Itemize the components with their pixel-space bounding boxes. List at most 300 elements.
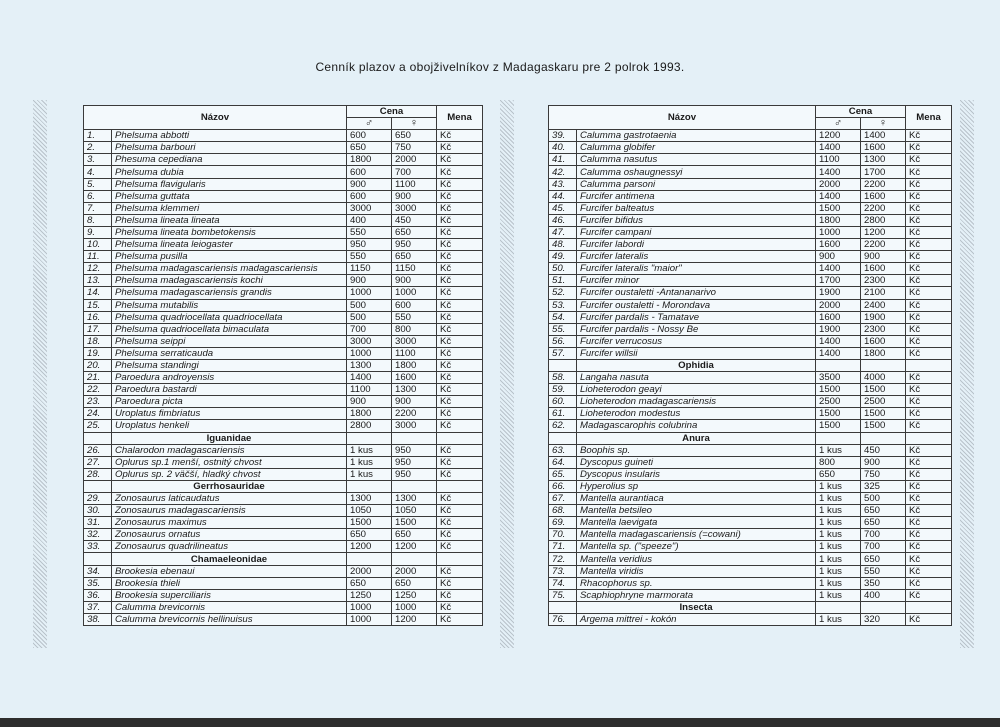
currency: Kč	[437, 384, 483, 396]
row-number: 46.	[549, 214, 577, 226]
currency: Kč	[437, 166, 483, 178]
currency: Kč	[906, 456, 952, 468]
price-female: 2200	[392, 408, 437, 420]
scan-edge	[0, 718, 1000, 727]
price-male: 3000	[347, 335, 392, 347]
price-female: 3000	[392, 420, 437, 432]
price-female: 1500	[861, 408, 906, 420]
section-heading: Insecta	[577, 601, 816, 613]
section-row	[549, 601, 952, 613]
currency: Kč	[906, 347, 952, 359]
price-male: 1150	[347, 263, 392, 275]
currency: Kč	[437, 468, 483, 480]
species-name: Chalarodon madagascariensis	[112, 444, 347, 456]
table-row	[84, 613, 483, 625]
currency: Kč	[906, 202, 952, 214]
price-male: 2000	[816, 299, 861, 311]
price-male: 1 kus	[816, 613, 861, 625]
price-male: 1 kus	[816, 517, 861, 529]
price-male: 1300	[347, 359, 392, 371]
section-empty-cell	[437, 480, 483, 492]
header-name: Názov	[549, 106, 816, 130]
table-row	[84, 226, 483, 238]
table-row	[549, 493, 952, 505]
species-name: Zonosaurus maximus	[112, 517, 347, 529]
price-male: 3500	[816, 372, 861, 384]
currency: Kč	[437, 517, 483, 529]
row-number: 63.	[549, 444, 577, 456]
table-row	[549, 202, 952, 214]
price-female: 950	[392, 468, 437, 480]
species-name: Furcifer labordi	[577, 239, 816, 251]
row-number: 11.	[84, 251, 112, 263]
species-name: Madagascarophis colubrina	[577, 420, 816, 432]
price-male: 1400	[816, 347, 861, 359]
table-row	[84, 142, 483, 154]
row-number: 59.	[549, 384, 577, 396]
row-number: 67.	[549, 493, 577, 505]
currency: Kč	[437, 154, 483, 166]
row-number: 76.	[549, 613, 577, 625]
currency: Kč	[437, 263, 483, 275]
section-heading: Iguanidae	[112, 432, 347, 444]
price-male: 900	[816, 251, 861, 263]
price-male: 550	[347, 251, 392, 263]
species-name: Furcifer pardalis - Nossy Be	[577, 323, 816, 335]
currency: Kč	[437, 589, 483, 601]
price-female: 900	[392, 275, 437, 287]
row-number: 55.	[549, 323, 577, 335]
price-male: 1800	[816, 214, 861, 226]
table-row	[84, 287, 483, 299]
table-row	[84, 493, 483, 505]
price-male: 1 kus	[816, 529, 861, 541]
section-row	[84, 432, 483, 444]
species-name: Phelsuma guttata	[112, 190, 347, 202]
table-row	[84, 468, 483, 480]
currency: Kč	[437, 613, 483, 625]
price-female: 325	[861, 480, 906, 492]
row-number: 19.	[84, 347, 112, 359]
price-male: 1100	[347, 384, 392, 396]
table-row	[549, 420, 952, 432]
price-female: 1100	[392, 178, 437, 190]
species-name: Calumma parsoni	[577, 178, 816, 190]
price-male: 1200	[816, 130, 861, 142]
species-name: Phelsuma madagascariensis kochi	[112, 275, 347, 287]
species-name: Phelsuma seippi	[112, 335, 347, 347]
table-row	[84, 517, 483, 529]
row-number: 68.	[549, 505, 577, 517]
species-name: Furcifer oustaletti -Antananarivo	[577, 287, 816, 299]
row-number: 57.	[549, 347, 577, 359]
table-row	[84, 601, 483, 613]
currency: Kč	[437, 299, 483, 311]
currency: Kč	[437, 529, 483, 541]
species-name: Phelsuma flavigularis	[112, 178, 347, 190]
row-number: 48.	[549, 239, 577, 251]
price-female: 750	[392, 142, 437, 154]
row-number: 34.	[84, 565, 112, 577]
section-row	[84, 553, 483, 565]
price-male: 650	[816, 468, 861, 480]
table-row	[84, 420, 483, 432]
fold-shading-center	[500, 100, 514, 648]
row-number: 72.	[549, 553, 577, 565]
species-name: Furcifer minor	[577, 275, 816, 287]
price-female: 500	[861, 493, 906, 505]
currency: Kč	[906, 226, 952, 238]
row-number: 25.	[84, 420, 112, 432]
price-male: 2000	[347, 565, 392, 577]
section-heading: Ophidia	[577, 359, 816, 371]
header-name: Názov	[84, 106, 347, 130]
section-empty-cell	[816, 601, 861, 613]
price-female: 550	[392, 311, 437, 323]
currency: Kč	[437, 275, 483, 287]
price-male: 1050	[347, 505, 392, 517]
price-female: 1500	[861, 384, 906, 396]
currency: Kč	[906, 154, 952, 166]
price-female: 450	[861, 444, 906, 456]
currency: Kč	[906, 275, 952, 287]
price-male: 1 kus	[816, 553, 861, 565]
price-female: 1250	[392, 589, 437, 601]
female-symbol: ♀	[861, 118, 906, 130]
species-name: Phelsuma dubia	[112, 166, 347, 178]
female-symbol: ♀	[392, 118, 437, 130]
table-row	[549, 251, 952, 263]
species-name: Lioheterodon modestus	[577, 408, 816, 420]
currency: Kč	[906, 166, 952, 178]
table-row	[549, 589, 952, 601]
price-male: 1200	[347, 541, 392, 553]
section-spacer	[84, 480, 112, 492]
price-male: 650	[347, 577, 392, 589]
section-spacer	[549, 432, 577, 444]
row-number: 51.	[549, 275, 577, 287]
header-price: Cena	[816, 106, 906, 118]
price-male: 1300	[347, 493, 392, 505]
row-number: 32.	[84, 529, 112, 541]
price-male: 650	[347, 142, 392, 154]
price-female: 950	[392, 239, 437, 251]
table-row	[549, 311, 952, 323]
currency: Kč	[437, 130, 483, 142]
price-male: 1 kus	[816, 480, 861, 492]
price-female: 1400	[861, 130, 906, 142]
price-male: 1800	[347, 154, 392, 166]
price-female: 650	[861, 517, 906, 529]
species-name: Paroedura picta	[112, 396, 347, 408]
row-number: 13.	[84, 275, 112, 287]
table-row	[549, 456, 952, 468]
price-male: 550	[347, 226, 392, 238]
currency: Kč	[437, 323, 483, 335]
header-currency: Mena	[437, 106, 483, 130]
row-number: 39.	[549, 130, 577, 142]
price-female: 950	[392, 444, 437, 456]
price-male: 1000	[347, 347, 392, 359]
price-female: 1600	[392, 372, 437, 384]
price-female: 900	[861, 251, 906, 263]
section-empty-cell	[392, 432, 437, 444]
price-male: 1600	[816, 311, 861, 323]
table-row	[84, 589, 483, 601]
price-male: 1500	[816, 420, 861, 432]
currency: Kč	[906, 335, 952, 347]
price-female: 2500	[861, 396, 906, 408]
row-number: 10.	[84, 239, 112, 251]
table-row	[84, 396, 483, 408]
row-number: 40.	[549, 142, 577, 154]
table-row	[84, 130, 483, 142]
price-female: 400	[861, 589, 906, 601]
price-table-left	[83, 105, 483, 626]
row-number: 69.	[549, 517, 577, 529]
row-number: 2.	[84, 142, 112, 154]
currency: Kč	[906, 493, 952, 505]
species-name: Brookesia ebenaui	[112, 565, 347, 577]
currency: Kč	[906, 384, 952, 396]
row-number: 1.	[84, 130, 112, 142]
currency: Kč	[437, 565, 483, 577]
currency: Kč	[437, 239, 483, 251]
row-number: 47.	[549, 226, 577, 238]
row-number: 28.	[84, 468, 112, 480]
section-empty-cell	[392, 553, 437, 565]
species-name: Furcifer lateralis	[577, 251, 816, 263]
price-female: 2800	[861, 214, 906, 226]
currency: Kč	[437, 456, 483, 468]
price-female: 1150	[392, 263, 437, 275]
row-number: 66.	[549, 480, 577, 492]
price-female: 3000	[392, 335, 437, 347]
table-row	[549, 142, 952, 154]
currency: Kč	[437, 178, 483, 190]
species-name: Boophis sp.	[577, 444, 816, 456]
section-heading: Gerrhosauridae	[112, 480, 347, 492]
species-name: Zonosaurus laticaudatus	[112, 493, 347, 505]
table-row	[84, 408, 483, 420]
species-name: Mantella sp. ("speeze")	[577, 541, 816, 553]
currency: Kč	[906, 263, 952, 275]
table-row	[549, 553, 952, 565]
row-number: 43.	[549, 178, 577, 190]
currency: Kč	[437, 251, 483, 263]
species-name: Lioheterodon geayi	[577, 384, 816, 396]
currency: Kč	[437, 396, 483, 408]
currency: Kč	[437, 372, 483, 384]
price-male: 1500	[816, 202, 861, 214]
section-empty-cell	[861, 432, 906, 444]
currency: Kč	[906, 517, 952, 529]
species-name: Mantella veridius	[577, 553, 816, 565]
price-male: 900	[347, 396, 392, 408]
table-row	[549, 444, 952, 456]
section-empty-cell	[347, 553, 392, 565]
price-female: 700	[392, 166, 437, 178]
species-name: Furcifer bifidus	[577, 214, 816, 226]
currency: Kč	[437, 541, 483, 553]
species-name: Phelsuma barbouri	[112, 142, 347, 154]
table-row	[84, 178, 483, 190]
price-male: 1700	[816, 275, 861, 287]
price-male: 3000	[347, 202, 392, 214]
section-empty-cell	[816, 432, 861, 444]
species-name: Calumma brevicornis hellinuisus	[112, 613, 347, 625]
price-female: 2300	[861, 275, 906, 287]
price-male: 800	[816, 456, 861, 468]
species-name: Zonosaurus ornatus	[112, 529, 347, 541]
currency: Kč	[906, 396, 952, 408]
price-female: 700	[861, 529, 906, 541]
price-male: 1900	[816, 323, 861, 335]
table-row	[549, 468, 952, 480]
species-name: Furcifer willsii	[577, 347, 816, 359]
row-number: 52.	[549, 287, 577, 299]
price-female: 600	[392, 299, 437, 311]
species-name: Furcifer campani	[577, 226, 816, 238]
price-male: 1 kus	[816, 444, 861, 456]
price-male: 1 kus	[816, 505, 861, 517]
row-number: 8.	[84, 214, 112, 226]
price-female: 2100	[861, 287, 906, 299]
table-row	[549, 178, 952, 190]
row-number: 23.	[84, 396, 112, 408]
table-row	[549, 505, 952, 517]
price-male: 1 kus	[816, 577, 861, 589]
price-female: 1600	[861, 190, 906, 202]
price-female: 2200	[861, 239, 906, 251]
species-name: Phelsuma mutabilis	[112, 299, 347, 311]
price-male: 400	[347, 214, 392, 226]
row-number: 29.	[84, 493, 112, 505]
currency: Kč	[437, 577, 483, 589]
species-name: Phelsuma lineata bombetokensis	[112, 226, 347, 238]
row-number: 54.	[549, 311, 577, 323]
section-row	[549, 432, 952, 444]
table-row	[549, 396, 952, 408]
table-row	[549, 517, 952, 529]
row-number: 53.	[549, 299, 577, 311]
currency: Kč	[437, 142, 483, 154]
currency: Kč	[437, 359, 483, 371]
currency: Kč	[437, 202, 483, 214]
price-male: 1600	[816, 239, 861, 251]
table-row	[549, 347, 952, 359]
price-male: 950	[347, 239, 392, 251]
section-empty-cell	[861, 601, 906, 613]
row-number: 73.	[549, 565, 577, 577]
price-male: 1100	[816, 154, 861, 166]
price-female: 2300	[861, 323, 906, 335]
currency: Kč	[906, 323, 952, 335]
table-body-left	[84, 130, 483, 626]
species-name: Uroplatus fimbriatus	[112, 408, 347, 420]
price-female: 1900	[861, 311, 906, 323]
table-row	[84, 239, 483, 251]
species-name: Zonosaurus madagascariensis	[112, 505, 347, 517]
price-female: 2000	[392, 565, 437, 577]
species-name: Phelsuma lineata lineata	[112, 214, 347, 226]
table-row	[84, 529, 483, 541]
row-number: 9.	[84, 226, 112, 238]
currency: Kč	[906, 589, 952, 601]
table-row	[84, 347, 483, 359]
species-name: Phelsuma klemmeri	[112, 202, 347, 214]
row-number: 74.	[549, 577, 577, 589]
row-number: 18.	[84, 335, 112, 347]
table-row	[84, 299, 483, 311]
price-male: 1400	[816, 335, 861, 347]
species-name: Rhacophorus sp.	[577, 577, 816, 589]
currency: Kč	[906, 311, 952, 323]
price-male: 1400	[347, 372, 392, 384]
row-number: 21.	[84, 372, 112, 384]
species-name: Hyperolius sp	[577, 480, 816, 492]
table-body-right	[549, 130, 952, 626]
table-row	[84, 251, 483, 263]
price-male: 1 kus	[816, 565, 861, 577]
species-name: Dyscopus insularis	[577, 468, 816, 480]
price-male: 1 kus	[347, 444, 392, 456]
price-female: 320	[861, 613, 906, 625]
table-row	[549, 541, 952, 553]
price-female: 650	[861, 505, 906, 517]
price-male: 1250	[347, 589, 392, 601]
price-male: 1 kus	[347, 456, 392, 468]
price-male: 600	[347, 130, 392, 142]
document-title: Cenník plazov a obojživelníkov z Madagaskaru pre 2 polrok 1993.	[315, 60, 685, 74]
price-female: 950	[392, 456, 437, 468]
table-row	[84, 166, 483, 178]
row-number: 27.	[84, 456, 112, 468]
table-row	[84, 190, 483, 202]
species-name: Phelsuma lineata leiogaster	[112, 239, 347, 251]
price-female: 2000	[392, 154, 437, 166]
row-number: 6.	[84, 190, 112, 202]
price-male: 600	[347, 190, 392, 202]
species-name: Phelsuma pusilla	[112, 251, 347, 263]
currency: Kč	[906, 565, 952, 577]
price-female: 3000	[392, 202, 437, 214]
table-row	[549, 408, 952, 420]
price-female: 1050	[392, 505, 437, 517]
price-female: 700	[861, 541, 906, 553]
currency: Kč	[906, 444, 952, 456]
price-female: 1800	[392, 359, 437, 371]
table-row	[84, 335, 483, 347]
price-female: 1300	[392, 493, 437, 505]
table-row	[549, 214, 952, 226]
section-empty-cell	[816, 359, 861, 371]
price-female: 900	[861, 456, 906, 468]
price-male: 1 kus	[816, 541, 861, 553]
species-name: Calumma nasutus	[577, 154, 816, 166]
price-female: 650	[392, 130, 437, 142]
price-male: 500	[347, 299, 392, 311]
price-male: 2800	[347, 420, 392, 432]
table-row	[549, 323, 952, 335]
currency: Kč	[437, 214, 483, 226]
table-row	[549, 480, 952, 492]
currency: Kč	[906, 251, 952, 263]
table-row	[549, 565, 952, 577]
price-female: 1800	[861, 347, 906, 359]
price-female: 1100	[392, 347, 437, 359]
species-name: Phelsuma madagascariensis grandis	[112, 287, 347, 299]
